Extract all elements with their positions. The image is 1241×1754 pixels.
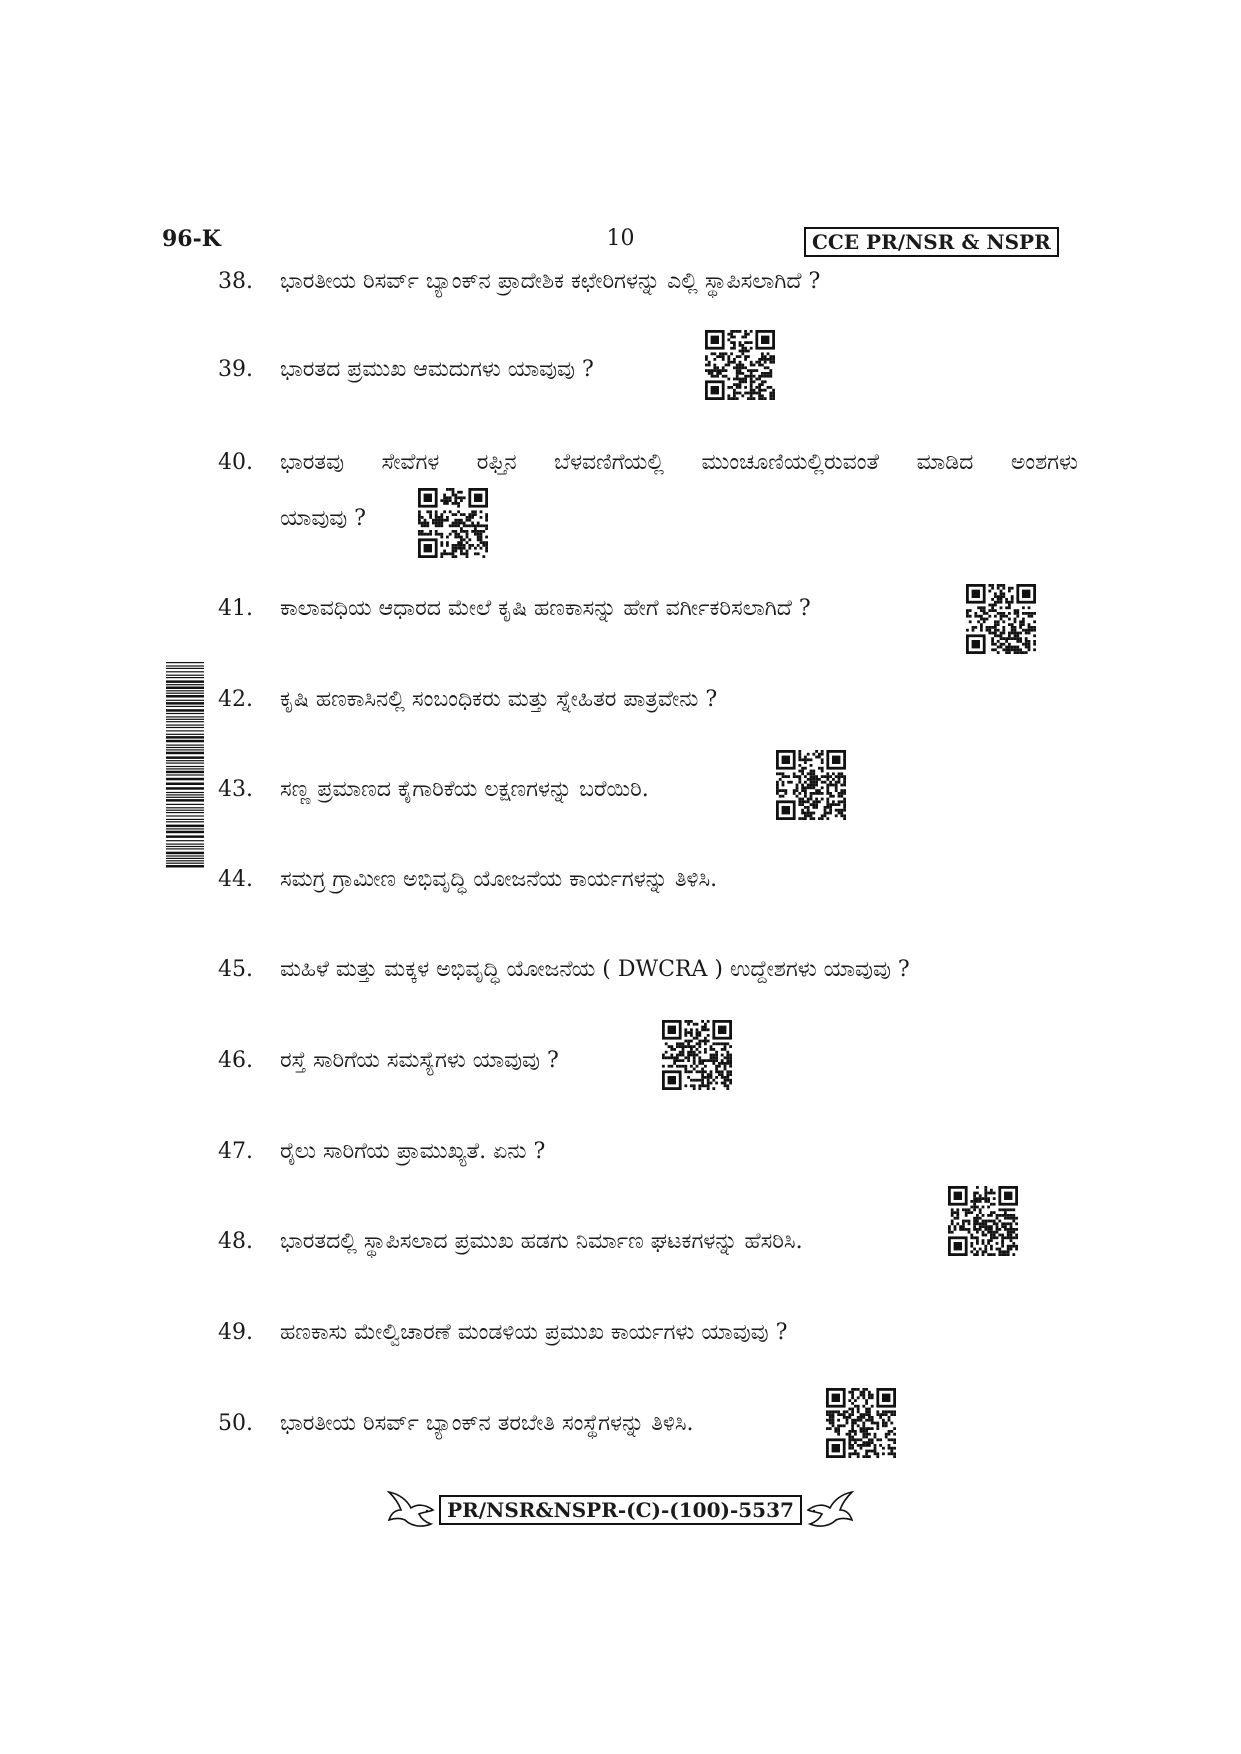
qr-code-icon[interactable] <box>662 1020 732 1090</box>
footer-code-box: PR/NSR&NSPR-(C)-(100)-5537 <box>439 1495 802 1525</box>
question-46: 46. ರಸ್ತೆ ಸಾರಿಗೆಯ ಸಮಸ್ಯೆಗಳು ಯಾವುವು ? <box>218 1048 559 1073</box>
qr-code-icon[interactable] <box>966 584 1036 654</box>
dove-left-icon <box>385 1490 435 1530</box>
exam-code-box: CCE PR/NSR & NSPR <box>804 227 1059 257</box>
question-45: 45. ಮಹಿಳೆ ಮತ್ತು ಮಕ್ಕಳ ಅಭಿವೃದ್ಧಿ ಯೋಜನೆಯ ( DWCRA ) ಉದ್ದೇಶಗಳು ಯಾವುವು ? <box>218 957 910 982</box>
question-50: 50. ಭಾರತೀಯ ರಿಸರ್ವ್ ಬ್ಯಾಂಕ್‌ನ ತರಬೇತಿ ಸಂಸ್ಥೆಗಳನ್ನು ತಿಳಿಸಿ. <box>218 1411 694 1436</box>
qr-code-icon[interactable] <box>948 1186 1018 1256</box>
question-47: 47. ರೈಲು ಸಾರಿಗೆಯ ಪ್ರಾಮುಖ್ಯತೆ. ಏನು ? <box>218 1139 546 1164</box>
qr-code-icon[interactable] <box>826 1388 896 1458</box>
paper-code: 96-K <box>162 226 221 252</box>
question-39: 39. ಭಾರತದ ಪ್ರಮುಖ ಆಮದುಗಳು ಯಾವುವು ? <box>218 357 594 382</box>
qr-code-icon[interactable] <box>776 750 846 820</box>
barcode-icon <box>166 662 204 870</box>
question-44: 44. ಸಮಗ್ರ ಗ್ರಾಮೀಣ ಅಭಿವೃದ್ಧಿ ಯೋಜನೆಯ ಕಾರ್ಯಗಳನ್ನು ತಿಳಿಸಿ. <box>218 867 718 892</box>
question-43: 43. ಸಣ್ಣ ಪ್ರಮಾಣದ ಕೈಗಾರಿಕೆಯ ಲಕ್ಷಣಗಳನ್ನು ಬರೆಯಿರಿ. <box>218 777 649 802</box>
question-42: 42. ಕೃಷಿ ಹಣಕಾಸಿನಲ್ಲಿ ಸಂಬಂಧಿಕರು ಮತ್ತು ಸ್ನೇಹಿತರ ಪಾತ್ರವೇನು ? <box>218 687 718 712</box>
question-40: 40. ಭಾರತವು ಸೇವೆಗಳ ರಫ್ತಿನ ಬೆಳವಣಿಗೆಯಲ್ಲಿ ಮುಂಚೂಣಿಯಲ್ಲಿರುವಂತೆ ಮಾಡಿದ ಅಂಶಗಳು ಯಾವುವು ? <box>218 450 1078 531</box>
dove-right-icon <box>806 1490 856 1530</box>
footer <box>0 1490 1241 1530</box>
question-49: 49. ಹಣಕಾಸು ಮೇಲ್ವಿಚಾರಣೆ ಮಂಡಳಿಯ ಪ್ರಮುಖ ಕಾರ್ಯಗಳು ಯಾವುವು ? <box>218 1320 788 1345</box>
question-41: 41. ಕಾಲಾವಧಿಯ ಆಧಾರದ ಮೇಲೆ ಕೃಷಿ ಹಣಕಾಸನ್ನು ಹೇಗೆ ವರ್ಗೀಕರಿಸಲಾಗಿದೆ ? <box>218 596 811 621</box>
page-number: 10 <box>606 226 635 251</box>
question-38: 38. ಭಾರತೀಯ ರಿಸರ್ವ್ ಬ್ಯಾಂಕ್‌ನ ಪ್ರಾದೇಶಿಕ ಕಛೇರಿಗಳನ್ನು ಎಲ್ಲಿ ಸ್ಥಾಪಿಸಲಾಗಿದೆ ? <box>218 269 821 294</box>
qr-code-icon[interactable] <box>418 488 488 558</box>
qr-code-icon[interactable] <box>705 330 775 400</box>
question-48: 48. ಭಾರತದಲ್ಲಿ ಸ್ಥಾಪಿಸಲಾದ ಪ್ರಮುಖ ಹಡಗು ನಿರ್ಮಾಣ ಘಟಕಗಳನ್ನು ಹೆಸರಿಸಿ. <box>218 1229 803 1254</box>
